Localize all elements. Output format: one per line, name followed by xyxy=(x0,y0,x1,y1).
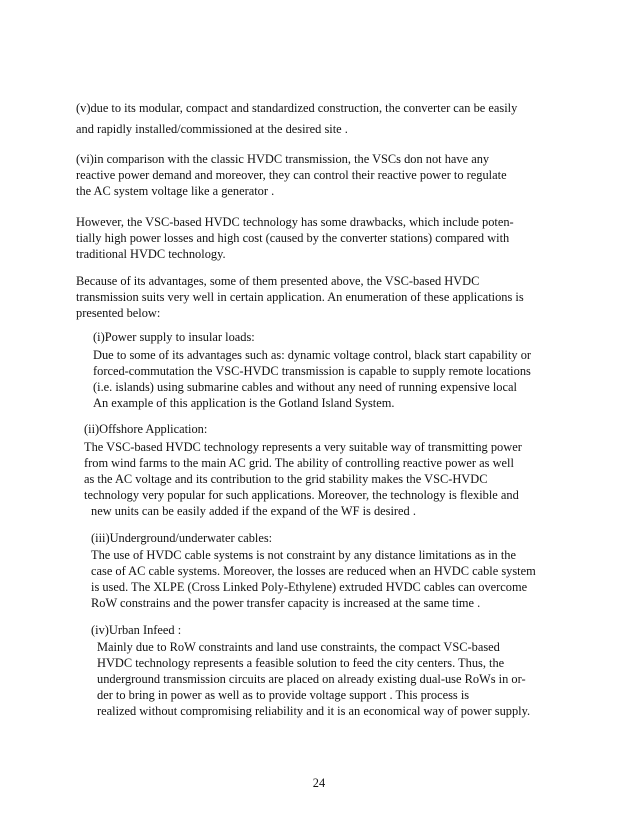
text-line: traditional HVDC technology. xyxy=(76,247,226,261)
text-line: (v)due to its modular, compact and standardized construction, the converter can be easily xyxy=(76,101,518,115)
text-line: An example of this application is the Gotland Island System. xyxy=(93,396,395,410)
text-line: technology very popular for such applications. Moreover, the technology is flexible and xyxy=(84,488,519,502)
text-line: transmission suits very well in certain application. An enumeration of these applications is xyxy=(76,290,524,304)
text-line: case of AC cable systems. Moreover, the losses are reduced when an HVDC cable system xyxy=(91,564,536,578)
text-line: (vi)in comparison with the classic HVDC transmission, the VSCs don not have any xyxy=(76,152,490,166)
text-line: as the AC voltage and its contribution to the grid stability makes the VSC-HVDC xyxy=(84,472,488,486)
text-line: presented below: xyxy=(76,306,161,320)
application-heading: (ii)Offshore Application: xyxy=(84,422,208,436)
text-line: Due to some of its advantages such as: dynamic voltage control, black start capability or xyxy=(93,348,532,362)
text-line: reactive power demand and moreover, they can control their reactive power to regulate xyxy=(76,168,507,182)
text-line: der to bring in power as well as to provide voltage support . This process is xyxy=(97,688,470,702)
application-heading: (i)Power supply to insular loads: xyxy=(93,330,255,344)
text-line: tially high power losses and high cost (caused by the converter stations) compared with xyxy=(76,231,510,245)
text-line: Because of its advantages, some of them presented above, the VSC-based HVDC xyxy=(76,274,480,288)
text-line: The use of HVDC cable systems is not constraint by any distance limitations as in the xyxy=(91,548,516,562)
application-heading: (iv)Urban Infeed : xyxy=(91,623,182,637)
text-line: underground transmission circuits are placed on already existing dual-use RoWs in or- xyxy=(97,672,526,686)
text-line: HVDC technology represents a feasible solution to feed the city centers. Thus, the xyxy=(97,656,505,670)
text-line: from wind farms to the main AC grid. The ability of controlling reactive power as well xyxy=(84,456,514,470)
text-line: forced-commutation the VSC-HVDC transmission is capable to supply remote locations xyxy=(93,364,531,378)
page-number: 24 xyxy=(312,776,326,790)
text-line: However, the VSC-based HVDC technology has some drawbacks, which include poten- xyxy=(76,215,514,229)
text-line: Mainly due to RoW constraints and land use constraints, the compact VSC-based xyxy=(97,640,500,654)
text-line: RoW constrains and the power transfer capacity is increased at the same time . xyxy=(91,596,481,610)
text-line: the AC system voltage like a generator . xyxy=(76,184,275,198)
text-line: The VSC-based HVDC technology represents a very suitable way of transmitting power xyxy=(84,440,522,454)
text-line: is used. The XLPE (Cross Linked Poly-Ethylene) extruded HVDC cables can overcome xyxy=(91,580,528,594)
application-heading: (iii)Underground/underwater cables: xyxy=(91,531,273,545)
text-line: and rapidly installed/commissioned at the desired site . xyxy=(76,122,348,136)
text-line: new units can be easily added if the expand of the WF is desired . xyxy=(91,504,416,518)
text-line: realized without compromising reliability and it is an economical way of power supply. xyxy=(97,704,531,718)
text-line: (i.e. islands) using submarine cables and without any need of running expensive local xyxy=(93,380,517,394)
